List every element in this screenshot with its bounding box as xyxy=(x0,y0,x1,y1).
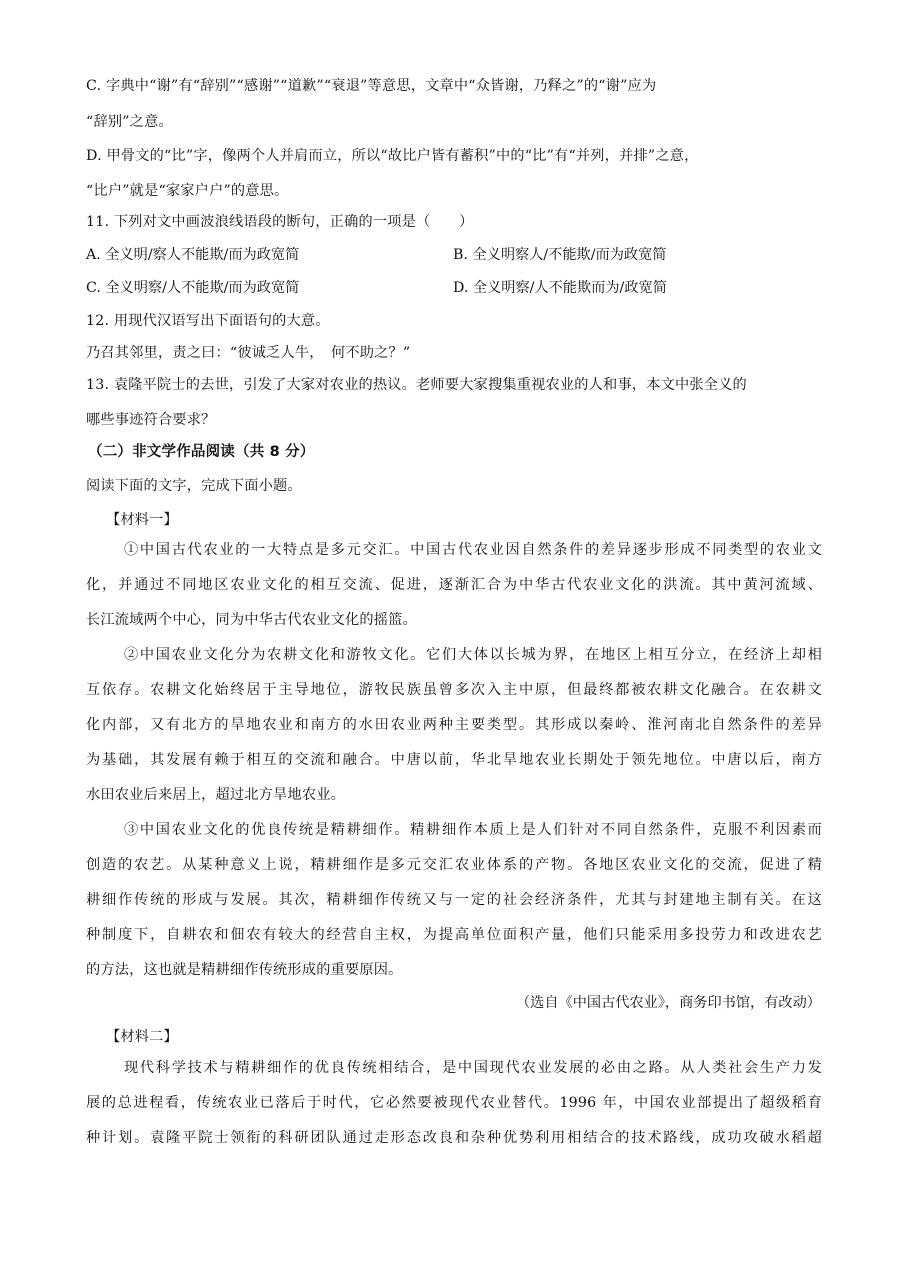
material2-p1-line: 种计划。袁隆平院士领衔的科研团队通过走形态改良和杂种优势利用相结合的技术路线，成功攻破水稻超 xyxy=(86,1130,822,1146)
material1-p2-line: 水田农业后来居上，超过北方旱地农业。 xyxy=(86,787,345,803)
q12-stem: 12. 用现代汉语写出下面语句的大意。 xyxy=(86,313,330,329)
q10-option-d-line2: “比户”就是“家家户户”的意思。 xyxy=(86,183,289,199)
q13-line2: 哪些事迹符合要求？ xyxy=(86,412,216,428)
material1-p3-line: 耕细作传统的形成与发展。其次，精耕细作传统又与一定的社会经济条件，尤其与封建地主制有关。在这 xyxy=(86,892,822,908)
q12-quote: 乃召其邻里，责之曰：“彼诚乏人牛， 何不助之？” xyxy=(86,345,411,361)
q11-option-c: C. 全义明察/人不能欺/而为政宽简 xyxy=(86,280,300,296)
material2-p1-line: 展的总进程看，传统农业已落后于时代，它必然要被现代农业替代。1996 年，中国农业部提出了超级稻育 xyxy=(86,1095,822,1111)
material2-p1-line: 现代科学技术与精耕细作的优良传统相结合，是中国现代农业发展的必由之路。从人类社会生产力发 xyxy=(124,1060,822,1076)
q10-option-c-line1: C. 字典中“谢”有“辞别”“感谢”“道歉”“衰退”等意思，文章中“众皆谢，乃释之”的“谢”应为 xyxy=(86,78,657,94)
material1-p3-line: 的方法，这也就是精耕细作传统形成的重要原因。 xyxy=(86,962,403,978)
material1-p2-line: 为基础，其发展有赖于相互的交流和融合。中唐以前，华北旱地农业长期处于领先地位。中唐以后，南方 xyxy=(86,752,822,768)
q10-option-d-line1: D. 甲骨文的“比”字，像两个人并肩而立，所以“故比户皆有蓄积”中的“比”有“并列，并排”之意， xyxy=(86,148,699,164)
section-heading: （二）非文学作品阅读（共 8 分） xyxy=(88,444,315,460)
q11-option-d: D. 全义明察/人不能欺而为/政宽简 xyxy=(453,280,667,296)
material1-source: （选自《中国古代农业》，商务印书馆，有改动） xyxy=(515,995,821,1011)
material1-p2-line: ②中国农业文化分为农耕文化和游牧文化。它们大体以长城为界，在地区上相互分立，在经济上却相 xyxy=(124,647,822,663)
material1-p3-line: ③中国农业文化的优良传统是精耕细作。精耕细作本质上是人们针对不同自然条件，克服不利因素而 xyxy=(124,822,822,838)
material1-label: 【材料一】 xyxy=(106,512,178,528)
material1-p1-line: 长江流域两个中心，同为中华古代农业文化的摇篮。 xyxy=(86,612,417,628)
material1-p3-line: 种制度下，自耕农和佃农有较大的经营自主权，为提高单位面积产量，他们只能采用多投劳力和改进农艺 xyxy=(86,927,822,943)
q11-stem: 11. 下列对文中画波浪线语段的断句，正确的一项是（ ） xyxy=(86,214,474,230)
q11-option-b: B. 全义明察人/不能欺/而为政宽简 xyxy=(453,247,667,263)
material2-label: 【材料二】 xyxy=(106,1029,178,1045)
material1-p1-line: 化，并通过不同地区农业文化的相互交流、促进，逐渐汇合为中华古代农业文化的洪流。其中黄河流域、 xyxy=(86,577,822,593)
q10-option-c-line2: “辞别”之意。 xyxy=(86,114,173,130)
material1-p1-line: ①中国古代农业的一大特点是多元交汇。中国古代农业因自然条件的差异逐步形成不同类型的农业文 xyxy=(124,542,822,558)
material1-p2-line: 化内部，又有北方的旱地农业和南方的水田农业两种主要类型。其形成以秦岭、淮河南北自然条件的差异 xyxy=(86,717,822,733)
section-instruction: 阅读下面的文字，完成下面小题。 xyxy=(86,478,302,494)
material1-p2-line: 互依存。农耕文化始终居于主导地位，游牧民族虽曾多次入主中原，但最终都被农耕文化融合。在农耕文 xyxy=(86,682,822,698)
q13-line1: 13. 袁隆平院士的去世，引发了大家对农业的热议。老师要大家搜集重视农业的人和事，本文中张全义的 xyxy=(86,377,747,393)
q11-option-a: A. 全义明/察人不能欺/而为政宽简 xyxy=(86,247,300,263)
material1-p3-line: 创造的农艺。从某种意义上说，精耕细作是多元交汇农业体系的产物。各地区农业文化的交流，促进了精 xyxy=(86,857,822,873)
